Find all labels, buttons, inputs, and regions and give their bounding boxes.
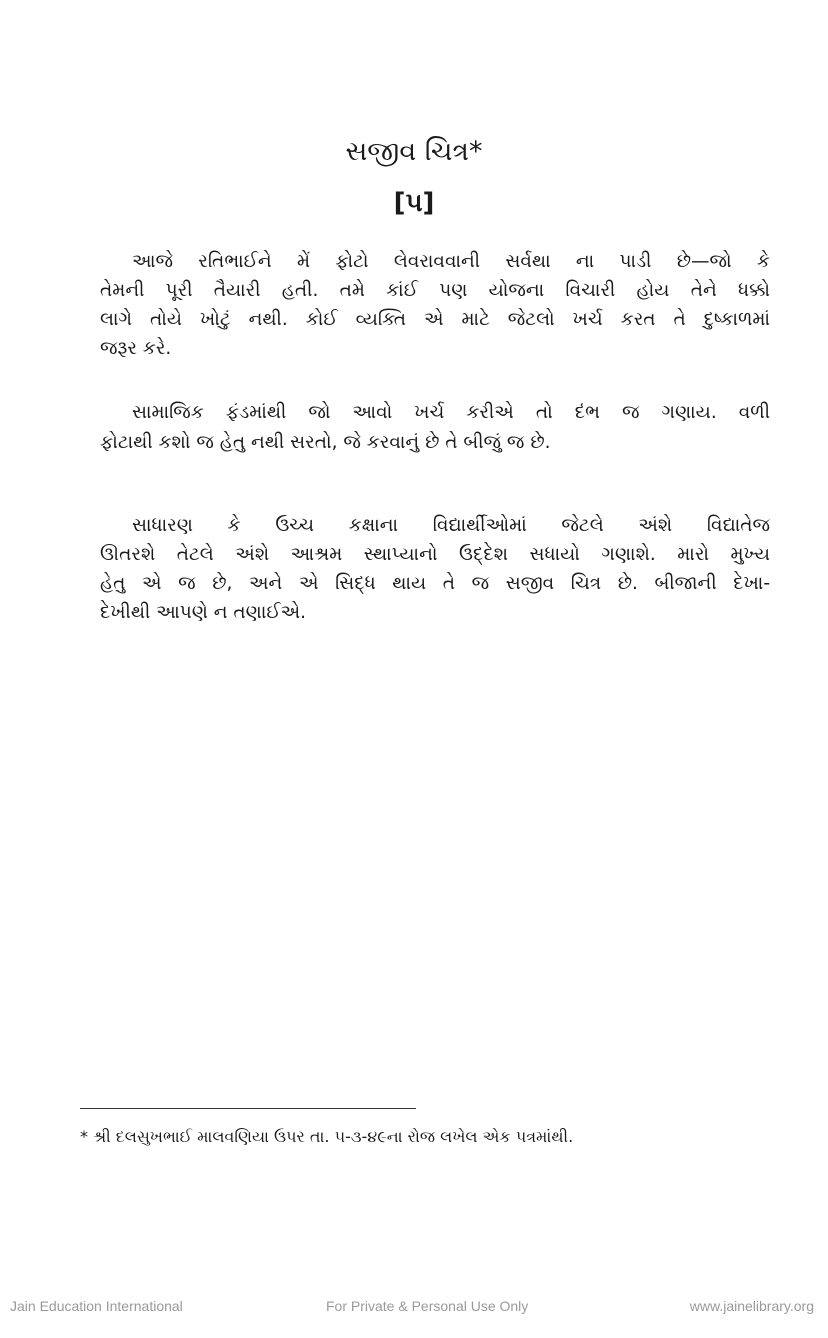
text-line: તેમની પૂરી તૈયારી હતી. તમે કાંઈ પણ યોજના વિચારી હોય તેને ધક્કો xyxy=(100,280,770,301)
footer-website: www.jainelibrary.org xyxy=(689,1298,814,1314)
text-line: ઊતરશે તેટલે અંશે આશ્રમ સ્થાપ્યાનો ઉદ્દેશ સધાયો ગણાશે. મારો મુખ્ય xyxy=(100,544,770,565)
text-line: હેતુ એ જ છે, અને એ સિદ્ધ થાય તે જ સજીવ ચિત્ર છે. બીજાની દેખા- xyxy=(100,573,770,594)
footnote-divider xyxy=(80,1108,416,1109)
section-number: [૫] xyxy=(393,188,435,218)
text-line: દેખીથી આપણે ન તણાઈએ. xyxy=(100,602,307,623)
text-line: લાગે તોયે ખોટું નથી. કોઈ વ્યક્તિ એ માટે જેટલો ખર્ચ કરત તે દુષ્કાળમાં xyxy=(100,309,770,330)
text-line: સાધારણ કે ઉચ્ચ કક્ષાના વિદ્યાર્થીઓમાં જેટલે અંશે વિદ્યાતેજ xyxy=(132,515,770,536)
chapter-title: સજીવ ચિત્ર* xyxy=(345,136,483,167)
text-line: ફોટાથી કશો જ હેતુ નથી સરતો, જે કરવાનું છે તે બીજું જ છે. xyxy=(100,432,551,453)
footnote: * શ્રી દલસુખભાઈ માલવણિયા ઉપર તા. ૫-૩-૪૯ના રોજ લખેલ એક પત્રમાંથી. xyxy=(80,1127,574,1146)
text-line: સામાજિક ફંડમાંથી જો આવો ખર્ચ કરીએ તો દંભ જ ગણાય. વળી xyxy=(132,402,770,423)
footer-publisher: Jain Education International xyxy=(10,1298,183,1314)
text-line: આજે રતિભાઈને મેં ફોટો લેવરાવવાની સર્વથા ના પાડી છે—જો કે xyxy=(132,251,770,272)
text-line: જરૂર કરે. xyxy=(100,338,172,359)
footer-usage-note: For Private & Personal Use Only xyxy=(326,1298,529,1314)
